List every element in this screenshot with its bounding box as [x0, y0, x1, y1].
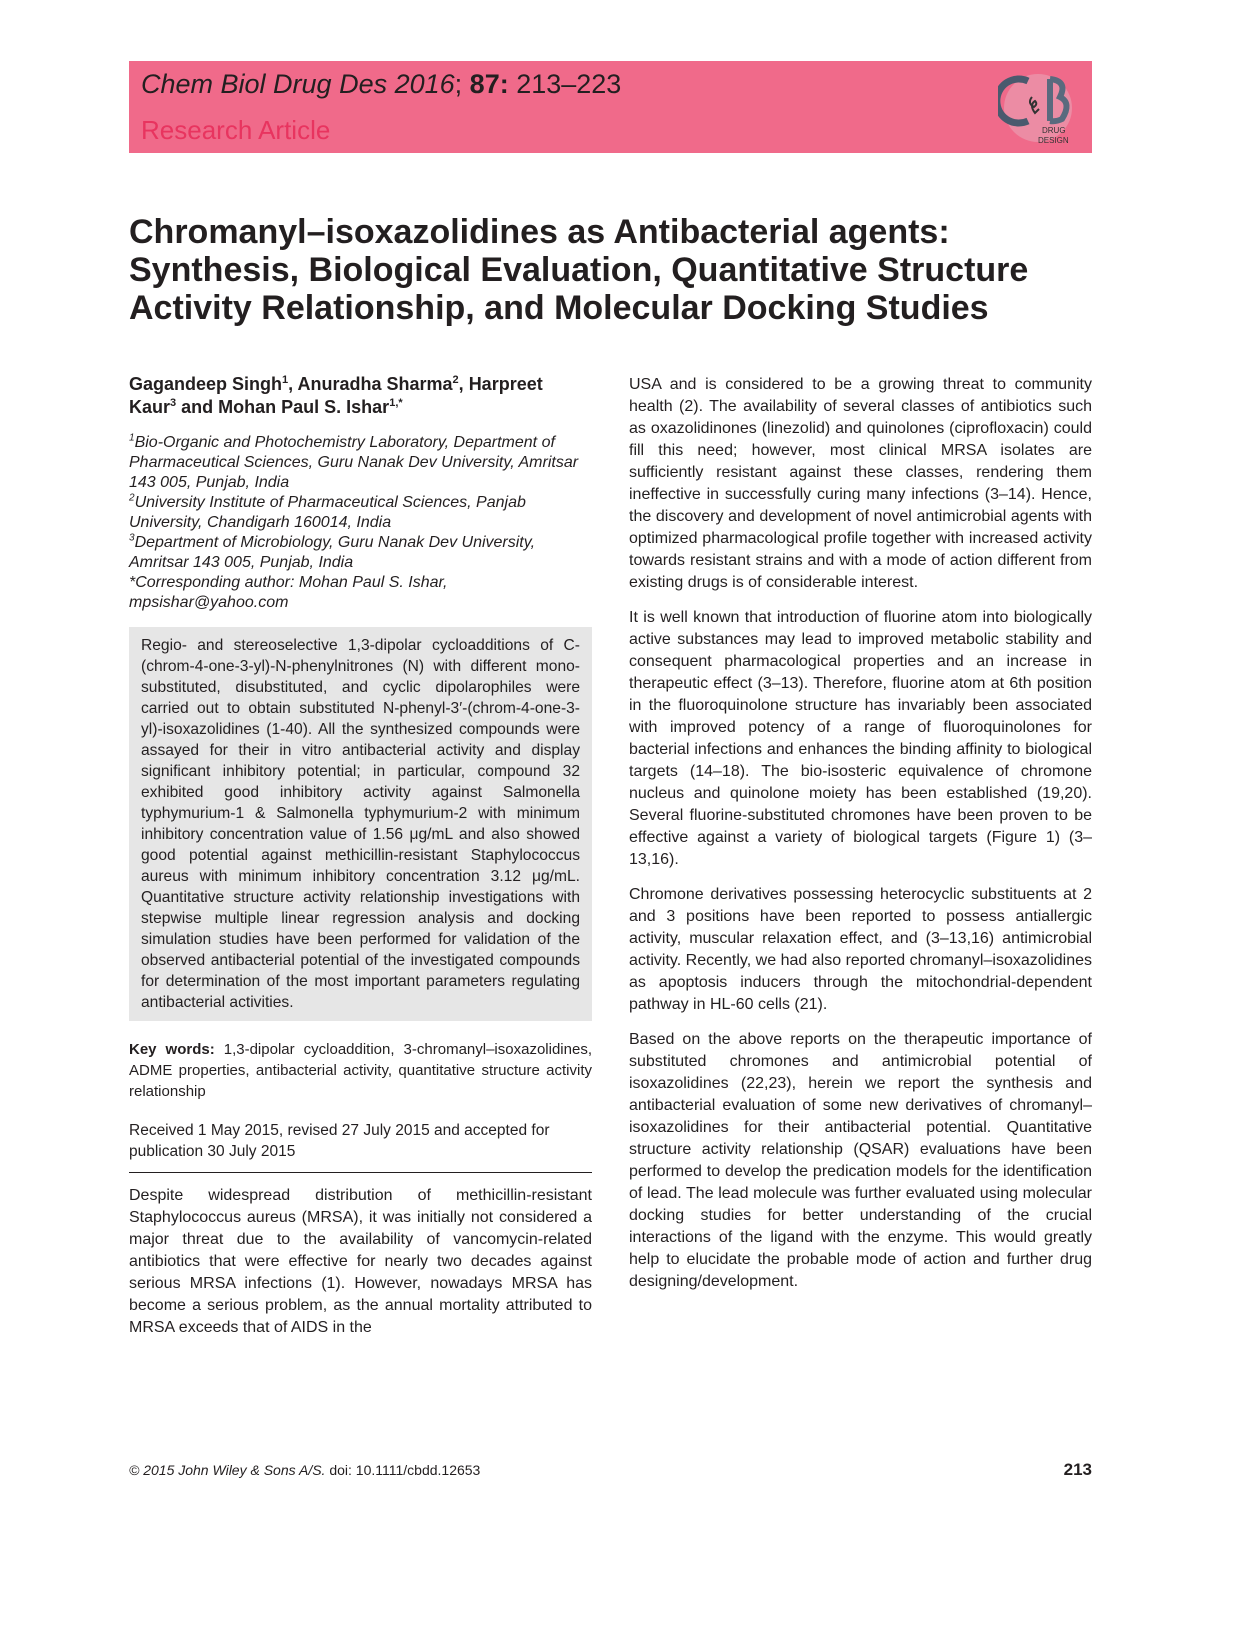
affiliation-marker: 3 [129, 532, 135, 544]
affiliation-marker: 1 [129, 432, 135, 444]
author-affiliation-marker: 1,* [389, 397, 403, 409]
affiliation: $^1$Bio-Organic and Photochemistry Laboratory, Department of Pharmaceutical Sciences, Guru Nanak Dev University, Amritsar 143 005, Punjab, India [129, 432, 579, 491]
page-number: 213 [1063, 1460, 1092, 1479]
keywords [129, 1039, 592, 1102]
right-column [629, 374, 1092, 1306]
affiliations [129, 433, 592, 573]
author-name: Mohan Paul S. Ishar [218, 397, 390, 417]
volume: 87: [469, 69, 509, 99]
page-range: 213–223 [508, 69, 622, 99]
journal-banner [129, 61, 1092, 153]
abstract: Regio- and stereoselective 1,3-dipolar cycloadditions of C-(chrom-4-one-3-yl)-N-phenylnitrones (N) with different mono-substituted, disubstituted, and cyclic dipolarophiles were carried out to obtain substituted N-phenyl-3′-(chrom-4-one-3-yl)-isoxazolidines (1-40). All the synthesized compounds were assayed for their in vitro antibacterial activity and display significant inhibitory potential; in particular, compound 32 exhibited good inhibitory activity against Salmonella typhymurium-1 & Salmonella typhymurium-2 with minimum inhibitory concentration value of 1.56 μg/mL and also showed good potential against methicillin-resistant Staphylococcus aureus with minimum inhibitory concentration 3.12 μg/mL. Quantitative structure activity relationship investigations with stepwise multiple linear regression analysis and docking simulation studies have been performed for validation of the observed antibacterial potential of the investigated compounds for determination of the most important parameters regulating antibacterial activities. [129, 627, 592, 1021]
affiliation: $^3$Department of Microbiology, Guru Nanak Dev University, Amritsar 143 005, Punjab, India [129, 532, 536, 571]
separator: ; [454, 69, 470, 99]
journal-citation [141, 69, 621, 100]
author-affiliation-marker: 1 [282, 374, 289, 386]
divider [129, 1172, 592, 1173]
article-title: Chromanyl–isoxazolidines as Antibacterial agents: Synthesis, Biological Evaluation, Quantitative Structure Activity Relationship, and Molecular Docking Studies [129, 213, 1029, 327]
keywords-text: 1,3-dipolar cycloaddition, 3-chromanyl–isoxazolidines, ADME properties, antibacterial activity, quantitative structure activity relationship [129, 1041, 592, 1100]
corresponding-author: *Corresponding author: Mohan Paul S. Ishar, mpsishar@yahoo.com [129, 574, 448, 611]
journal-logo [998, 69, 1078, 147]
journal-name: Chem Biol Drug Des 2016 [141, 69, 455, 99]
author-affiliation-marker: 3 [170, 397, 177, 409]
doi: doi: 10.1111/cbdd.12653 [329, 1462, 481, 1478]
article-type: Research Article [141, 115, 331, 145]
body-paragraph: It is well known that introduction of fluorine atom into biologically active substances may lead to improved metabolic stability and consequent pharmacological properties and an increase in therapeutic effect (3–13). Therefore, fluorine atom at 6th position in the fluoroquinolone structure has invariably been associated with improved potency of a range of fluoroquinolones for bacterial infections and enhances the binding affinity to biological targets (14–18). The bio-isosteric equivalence of chromone nucleus and quinolone moiety has been established (19,20). Several fluorine-substituted chromones have been proven to be effective against a variety of biological targets (Figure 1) (3–13,16). [629, 609, 1092, 868]
author-name: Gagandeep Singh [129, 374, 283, 394]
svg-text:DRUG: DRUG [1042, 126, 1066, 135]
author-name: Anuradha Sharma [297, 374, 453, 394]
received-dates: Received 1 May 2015, revised 27 July 2015 and accepted for publication 30 July 2015 [129, 1122, 550, 1160]
author-affiliation-marker: 2 [452, 374, 459, 386]
author-list: Gagandeep Singh$^1$, Anuradha Sharma$^2$, Harpreet Kaur$^3$ and Mohan Paul S. Ishar$^{1,*}$ [129, 374, 543, 417]
author-name: Harpreet Kaur [129, 374, 543, 417]
affiliation: $^2$University Institute of Pharmaceutical Sciences, Panjab University, Chandigarh 160014, India [129, 492, 526, 531]
body-paragraph: Based on the above reports on the therapeutic importance of substituted chromones and antimicrobial potential of isoxazolidines (22,23), herein we report the synthesis and antibacterial evaluation of some new derivatives of chromanyl–isoxazolidines for their antibacterial potential. Quantitative structure activity relationship (QSAR) evaluations have been performed to develop the predication models for the identification of lead. The lead molecule was further evaluated using molecular docking studies for better understanding of the crucial interactions of the ligand with the enzyme. This would greatly help to elucidate the probable mode of action and further drug designing/development. [629, 1031, 1092, 1290]
svg-text:DESIGN: DESIGN [1038, 136, 1069, 145]
left-column [129, 373, 592, 1339]
affiliation-marker: 2 [129, 492, 135, 504]
keywords-label: Key words: [129, 1041, 215, 1058]
body-paragraph: Despite widespread distribution of methicillin-resistant Staphylococcus aureus (MRSA), it was initially not considered a major threat due to the availability of vancomycin-related antibiotics that were effective for nearly two decades against serious MRSA infections (1). However, nowadays MRSA has become a serious problem, as the annual mortality attributed to MRSA exceeds that of AIDS in the [129, 1187, 592, 1336]
body-paragraph: Chromone derivatives possessing heterocyclic substituents at 2 and 3 positions have been reported to possess antiallergic activity, muscular relaxation effect, and (3–13,16) antimicrobial activity. Recently, we had also reported chromanyl–isoxazolidines as apoptosis inducers through the mitochondrial-dependent pathway in HL-60 cells (21). [629, 886, 1092, 1013]
copyright: © 2015 John Wiley & Sons A/S. [129, 1462, 326, 1478]
body-paragraph: USA and is considered to be a growing threat to community health (2). The availability of several classes of antibiotics such as oxazolidinones (linezolid) and quinolones (ciprofloxacin) could fill this need; however, most clinical MRSA isolates are sufficiently resistant against these classes, rendering them ineffective in successfully curing many infections (3–14). Hence, the discovery and development of novel antimicrobial agents with optimized pharmacological profile together with increased activity towards resistant strains and with a mode of action different from existing drugs is of considerable interest. [629, 376, 1092, 591]
page-footer [129, 1460, 1092, 1482]
